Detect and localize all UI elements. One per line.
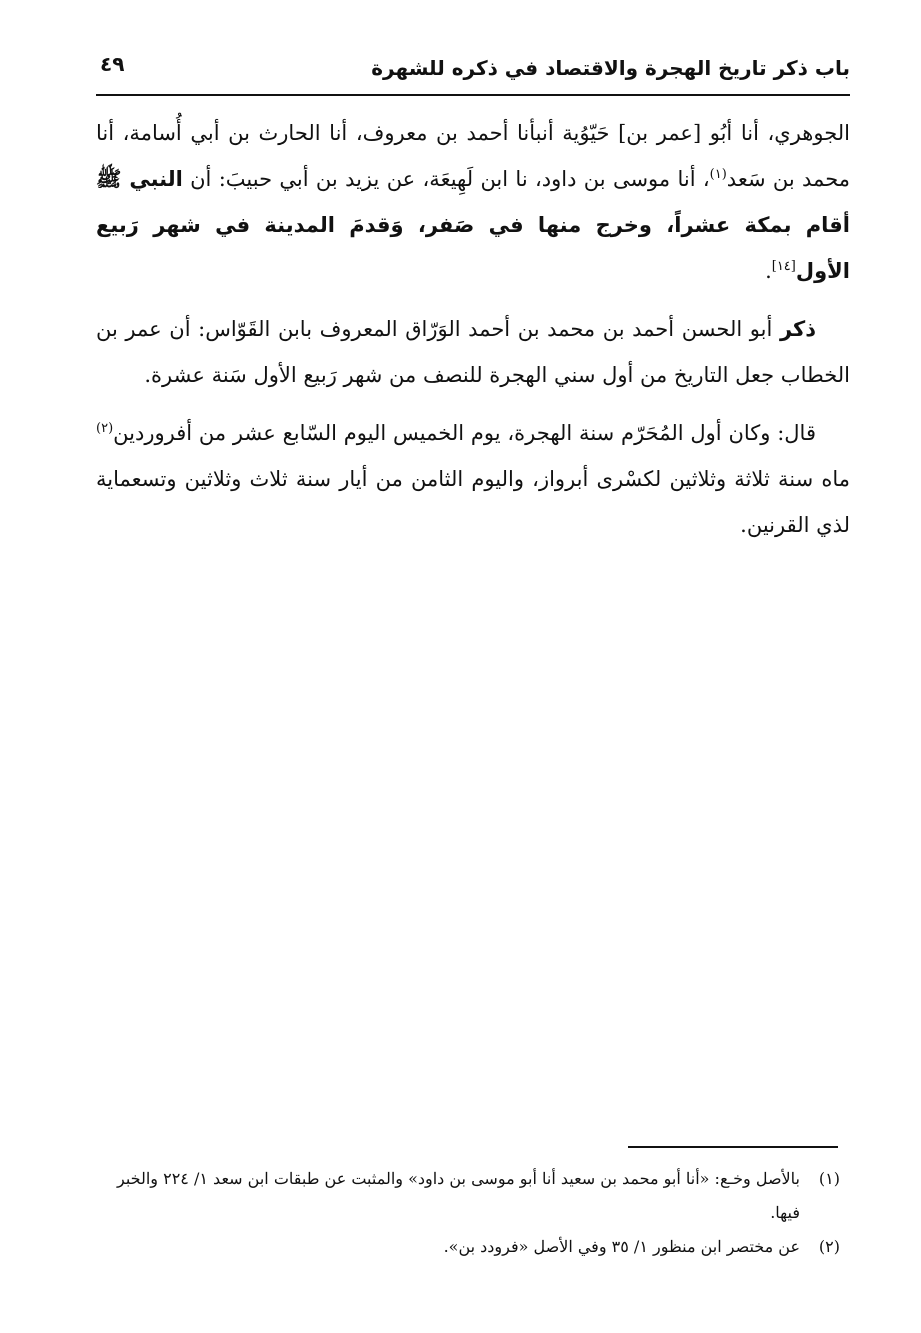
paragraph-1-text-b: ، أنا موسى بن داود، نا ابن لَهِيعَة، عن يزيد بن أبي حبيبَ: أن	[182, 167, 710, 191]
paragraph-1-end: .	[765, 259, 772, 283]
main-text	[96, 110, 850, 560]
paragraph-3-text-a: قال: وكان أول المُحَرّم سنة الهجرة، يوم الخميس اليوم السّابع عشر من أفروردين	[113, 421, 816, 445]
footnote-number: (١)	[818, 1169, 840, 1188]
footnote-number: (٢)	[818, 1237, 840, 1256]
source-reference: [١٤]	[771, 259, 796, 274]
footnote-ref-1: (١)	[709, 167, 727, 182]
paragraph-1-text-a: الجوهري، أنا أبُو [عمر بن] حَيّوُية أنبأنا أحمد بن معروف، أنا الحارث بن أبي أُسامة، أنا محمد بن سَعد	[96, 121, 850, 191]
footnotes	[88, 1162, 840, 1264]
running-header	[96, 50, 850, 96]
footnote	[88, 1230, 840, 1264]
paragraph-3-text-b: ماه سنة ثلاثة وثلاثين لكسْرى أبرواز، واليوم الثامن من أيار سنة ثلاث وثلاثين وتسعماية لذي القرنين.	[96, 467, 850, 537]
paragraph-3	[96, 410, 850, 548]
page-number: ٤٩	[100, 52, 125, 76]
hadith-quote: النبي ﷺ أقام بمكة عشراً، وخرج منها في صَفر، وَقدمَ المدينة في شهر رَبيع الأول	[96, 167, 850, 283]
paragraph-2-text: أبو الحسن أحمد بن محمد بن أحمد الوَرّاق المعروف بابن القَوّاس: أن عمر بن الخطاب جعل التاريخ من أول سني الهجرة للنصف من شهر رَبيع الأول سَنة عشرة.	[96, 317, 850, 387]
footnote-text: بالأصل وخـع: «أنا أبو محمد بن سعيد أنا أبو موسى بن داود» والمثبت عن طبقات ابن سعد ١/ ٢٢٤ والخبر فيها.	[116, 1169, 800, 1222]
footnote	[88, 1162, 840, 1230]
chapter-title: باب ذكر تاريخ الهجرة والاقتصاد في ذكره للشهرة	[371, 56, 850, 80]
footnote-divider	[628, 1146, 838, 1148]
paragraph-2	[96, 306, 850, 398]
paragraph-2-lead: ذكر	[779, 317, 816, 341]
paragraph-1	[96, 110, 850, 294]
footnote-text: عن مختصر ابن منظور ١/ ٣٥ وفي الأصل «فرودد بن».	[443, 1237, 800, 1256]
footnote-ref-2: (٢)	[96, 421, 114, 436]
